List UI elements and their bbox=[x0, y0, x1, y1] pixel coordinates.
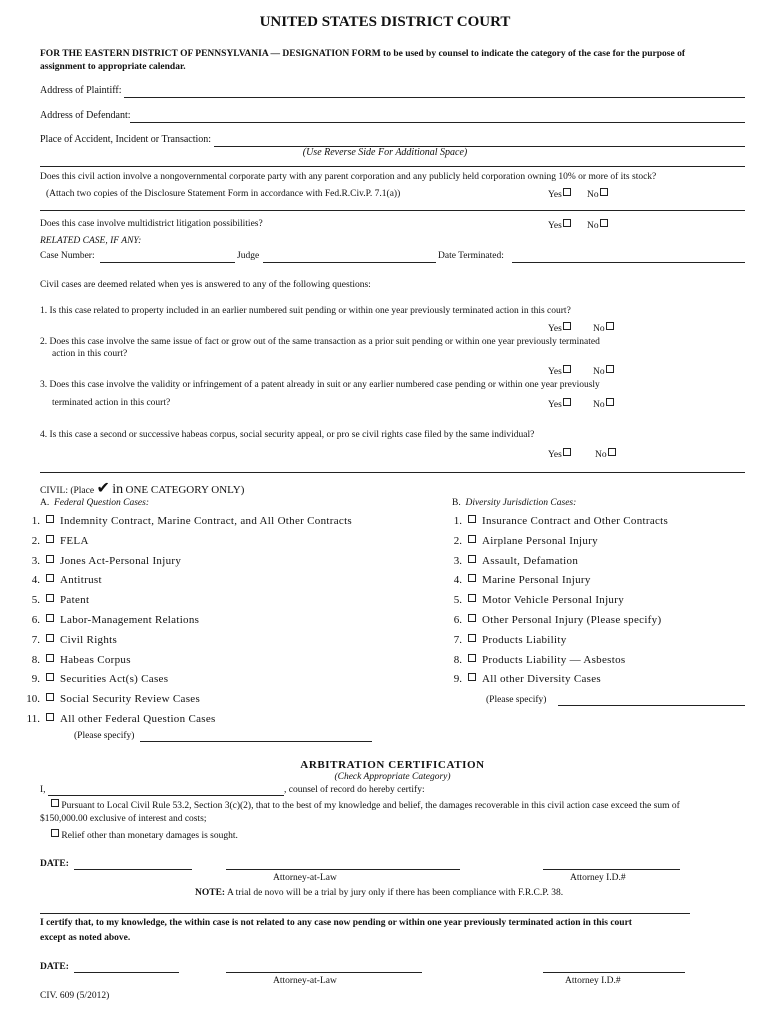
federal-category-11[interactable] bbox=[20, 713, 216, 725]
arbitration-date-line[interactable] bbox=[74, 869, 192, 870]
category-label: Products Liability — Asbestos bbox=[482, 653, 626, 666]
plaintiff-address-line bbox=[124, 97, 745, 98]
category-number: 6. bbox=[31, 614, 40, 626]
divider bbox=[40, 210, 745, 211]
yes-label: Yes bbox=[548, 324, 562, 334]
arbitration-attorney-label: Attorney-at-Law bbox=[273, 873, 337, 883]
q3-yes-option[interactable] bbox=[548, 398, 571, 410]
federal-please-specify: (Please specify) bbox=[74, 731, 135, 741]
federal-category-10[interactable] bbox=[20, 693, 200, 705]
related-question-1: 1. Is this case related to property included in an earlier numbered suit pending or within one year previously terminated action in this court? bbox=[40, 306, 571, 316]
corporate-party-question: Does this civil action involve a nongovernmental corporate party with any parent corporation and any publicly held corporation owning 10% or more of its stock? bbox=[40, 172, 657, 182]
q2-no-option[interactable] bbox=[593, 365, 614, 377]
diversity-heading bbox=[452, 498, 576, 508]
checkbox-icon[interactable] bbox=[51, 799, 59, 807]
diversity-category-6[interactable] bbox=[442, 614, 661, 626]
divider bbox=[40, 166, 745, 167]
federal-category-1[interactable] bbox=[20, 515, 352, 527]
checkbox-icon[interactable] bbox=[46, 574, 54, 582]
option1-text: Pursuant to Local Civil Rule 53.2, Section 3(c)(2), that to the best of my knowledge and belief, the damages recoverable in this civil action case exceed the sum of bbox=[61, 801, 680, 811]
checkbox-icon[interactable] bbox=[468, 515, 476, 523]
category-number: 11. bbox=[26, 713, 40, 725]
category-label: Insurance Contract and Other Contracts bbox=[482, 515, 669, 527]
category-number: 8. bbox=[453, 653, 462, 666]
category-label: Jones Act-Personal Injury bbox=[60, 554, 182, 567]
counsel-name-line[interactable] bbox=[48, 795, 284, 796]
arbitration-option-1[interactable] bbox=[50, 799, 680, 811]
category-label: FELA bbox=[60, 534, 89, 547]
reverse-side-note: (Use Reverse Side For Additional Space) bbox=[302, 147, 468, 158]
federal-category-3[interactable] bbox=[20, 555, 181, 567]
category-label: All other Diversity Cases bbox=[482, 673, 602, 686]
place-of-accident-field[interactable] bbox=[214, 134, 745, 146]
judge-line[interactable] bbox=[263, 262, 436, 263]
federal-category-5[interactable] bbox=[20, 594, 89, 606]
federal-category-7[interactable] bbox=[20, 634, 117, 646]
category-number: 4. bbox=[31, 574, 40, 587]
diversity-category-8[interactable] bbox=[442, 654, 625, 666]
federal-category-6[interactable] bbox=[20, 614, 199, 626]
category-label: Labor-Management Relations bbox=[60, 614, 200, 626]
checkbox-icon[interactable] bbox=[46, 634, 54, 642]
certify-attorney-id-line[interactable] bbox=[543, 972, 685, 973]
certify-attorney-label: Attorney-at-Law bbox=[273, 976, 337, 986]
case-number-line[interactable] bbox=[100, 262, 235, 263]
yes-label: Yes bbox=[548, 450, 562, 460]
category-number: 3. bbox=[31, 554, 40, 567]
category-number: 8. bbox=[31, 653, 40, 666]
federal-category-2[interactable] bbox=[20, 535, 89, 547]
category-label: All other Federal Question Cases bbox=[60, 713, 216, 725]
federal-specify-line[interactable] bbox=[140, 741, 372, 742]
defendant-address-field[interactable] bbox=[130, 110, 745, 122]
certify-attorney-line[interactable] bbox=[226, 972, 422, 973]
corporate-yes-option[interactable] bbox=[548, 188, 571, 200]
checkbox-icon[interactable] bbox=[46, 654, 54, 662]
checkbox-icon[interactable] bbox=[46, 713, 54, 721]
category-label: Antitrust bbox=[60, 574, 102, 587]
trial-de-novo-note bbox=[195, 888, 563, 898]
no-label: No bbox=[593, 367, 605, 377]
q4-yes-option[interactable] bbox=[548, 448, 571, 460]
plaintiff-address-label: Address of Plaintiff: bbox=[40, 85, 122, 96]
category-number: 2. bbox=[31, 534, 40, 547]
category-label: Indemnity Contract, Marine Contract, and All Other Contracts bbox=[60, 515, 353, 527]
judge-label: Judge bbox=[237, 251, 260, 261]
divider bbox=[40, 913, 690, 914]
federal-category-9[interactable] bbox=[20, 673, 168, 685]
checkbox-icon[interactable] bbox=[468, 654, 476, 662]
related-question-4: 4. Is this case a second or successive habeas corpus, social security appeal, or pro se civil rights case filed by the same individual? bbox=[40, 430, 535, 440]
related-question-2-line1: 2. Does this case involve the same issue of fact or grow out of the same transaction as a prior suit pending or within one year previously terminated bbox=[40, 337, 600, 347]
checkbox-icon[interactable] bbox=[468, 673, 476, 681]
category-number: 5. bbox=[31, 594, 40, 607]
no-label: No bbox=[587, 221, 599, 231]
disclosure-statement-note: (Attach two copies of the Disclosure Statement Form in accordance with Fed.R.Civ.P. 7.1(a)) bbox=[46, 189, 401, 199]
checkbox-icon[interactable] bbox=[468, 634, 476, 642]
q4-no-option[interactable] bbox=[595, 448, 616, 460]
category-label: Motor Vehicle Personal Injury bbox=[482, 594, 624, 607]
checkbox-icon[interactable] bbox=[46, 693, 54, 701]
category-number: 10. bbox=[26, 693, 40, 706]
certify-statement-line2: except as noted above. bbox=[40, 933, 131, 943]
counsel-i-label: I, bbox=[40, 785, 46, 795]
checkbox-icon[interactable] bbox=[46, 535, 54, 543]
checkbox-icon[interactable] bbox=[563, 448, 571, 456]
category-label: Other Personal Injury (Please specify) bbox=[482, 614, 662, 626]
diversity-category-1[interactable] bbox=[442, 515, 668, 527]
q2-yes-option[interactable] bbox=[548, 365, 571, 377]
civil-heading bbox=[40, 478, 244, 498]
certify-date-line[interactable] bbox=[74, 972, 179, 973]
category-label: Civil Rights bbox=[60, 633, 118, 646]
related-case-heading: RELATED CASE, IF ANY: bbox=[40, 236, 142, 246]
diversity-letter: B. bbox=[452, 498, 461, 508]
diversity-please-specify: (Please specify) bbox=[486, 695, 547, 705]
checkbox-icon[interactable] bbox=[46, 614, 54, 622]
certify-attorney-id-label: Attorney I.D.# bbox=[565, 976, 621, 986]
related-question-2-line2: action in this court? bbox=[52, 349, 128, 359]
checkbox-icon[interactable] bbox=[563, 322, 571, 330]
date-terminated-line[interactable] bbox=[512, 262, 745, 263]
related-question-3-line1: 3. Does this case involve the validity or infringement of a patent already in suit or any earlier numbered case pending or within one year previously bbox=[40, 380, 600, 390]
defendant-address-label: Address of Defendant: bbox=[40, 110, 131, 121]
category-number: 3. bbox=[453, 554, 462, 567]
checkbox-icon[interactable] bbox=[46, 673, 54, 681]
checkbox-icon[interactable] bbox=[563, 219, 571, 227]
date-terminated-label: Date Terminated: bbox=[438, 251, 504, 261]
civil-heading-in: in bbox=[112, 482, 124, 497]
divider bbox=[40, 472, 745, 473]
category-label: Social Security Review Cases bbox=[60, 693, 201, 706]
multidistrict-question: Does this case involve multidistrict litigation possibilities? bbox=[40, 219, 263, 229]
category-number: 1. bbox=[31, 515, 40, 527]
category-label: Assault, Defamation bbox=[482, 554, 579, 567]
yes-label: Yes bbox=[548, 221, 562, 231]
arbitration-title: ARBITRATION CERTIFICATION bbox=[300, 759, 485, 771]
category-label: Marine Personal Injury bbox=[482, 574, 591, 587]
civil-heading-suffix: ONE CATEGORY ONLY) bbox=[125, 484, 245, 496]
no-label: No bbox=[587, 190, 599, 200]
category-number: 2. bbox=[453, 534, 462, 547]
category-number: 7. bbox=[453, 633, 462, 646]
category-label: Products Liability bbox=[482, 633, 567, 646]
no-label: No bbox=[595, 450, 607, 460]
diversity-specify-line[interactable] bbox=[558, 705, 745, 706]
federal-category-4[interactable] bbox=[20, 574, 102, 586]
form-subtitle-line2: assignment to appropriate calendar. bbox=[40, 62, 186, 72]
federal-letter: A. bbox=[40, 498, 50, 508]
checkbox-icon[interactable] bbox=[46, 555, 54, 563]
category-number: 6. bbox=[453, 614, 462, 626]
related-question-3-line2: terminated action in this court? bbox=[52, 398, 171, 408]
category-number: 1. bbox=[453, 515, 462, 527]
q1-no-option[interactable] bbox=[593, 322, 614, 334]
category-number: 5. bbox=[453, 594, 462, 607]
category-label: Airplane Personal Injury bbox=[482, 534, 598, 547]
yes-label: Yes bbox=[548, 190, 562, 200]
checkbox-icon[interactable] bbox=[468, 555, 476, 563]
checkbox-icon[interactable] bbox=[468, 594, 476, 602]
certify-date-label: DATE: bbox=[40, 962, 69, 972]
arbitration-option-1-line2: $150,000.00 exclusive of interest and costs; bbox=[40, 814, 207, 824]
checkbox-icon[interactable] bbox=[468, 574, 476, 582]
counsel-certify-text: , counsel of record do hereby certify: bbox=[284, 785, 425, 795]
multidistrict-yes-option[interactable] bbox=[548, 219, 571, 231]
diversity-category-4[interactable] bbox=[442, 574, 591, 586]
arbitration-subtitle: (Check Appropriate Category) bbox=[334, 772, 451, 782]
multidistrict-no-option[interactable] bbox=[587, 219, 608, 231]
checkbox-icon[interactable] bbox=[563, 398, 571, 406]
checkbox-icon[interactable] bbox=[606, 365, 614, 373]
form-number: CIV. 609 (5/2012) bbox=[40, 991, 110, 1001]
federal-category-8[interactable] bbox=[20, 654, 131, 666]
corporate-no-option[interactable] bbox=[587, 188, 608, 200]
q1-yes-option[interactable] bbox=[548, 322, 571, 334]
federal-title: Federal Question Cases: bbox=[54, 498, 149, 508]
federal-question-heading bbox=[40, 498, 149, 508]
form-subtitle-line1: FOR THE EASTERN DISTRICT OF PENNSYLVANIA — DESIGNATION FORM to be used by counsel to indicate the category of the case for the purpose of bbox=[40, 49, 685, 59]
checkbox-icon[interactable] bbox=[468, 535, 476, 543]
defendant-address-line bbox=[130, 122, 745, 123]
arbitration-date-label: DATE: bbox=[40, 859, 69, 869]
yes-label: Yes bbox=[548, 367, 562, 377]
checkbox-icon[interactable] bbox=[563, 365, 571, 373]
arbitration-attorney-line[interactable] bbox=[226, 869, 460, 870]
checkbox-icon[interactable] bbox=[606, 398, 614, 406]
category-number: 9. bbox=[31, 673, 40, 686]
note-bold: NOTE: bbox=[195, 888, 226, 898]
check-mark-icon: ✔ bbox=[96, 480, 110, 497]
no-label: No bbox=[593, 400, 605, 410]
arbitration-attorney-id-line[interactable] bbox=[543, 869, 680, 870]
category-number: 4. bbox=[453, 574, 462, 587]
diversity-category-2[interactable] bbox=[442, 535, 598, 547]
checkbox-icon[interactable] bbox=[51, 829, 59, 837]
yes-label: Yes bbox=[548, 400, 562, 410]
checkbox-icon[interactable] bbox=[608, 448, 616, 456]
note-text: A trial de novo will be a trial by jury only if there has been compliance with F.R.C.P. 38. bbox=[226, 888, 564, 898]
checkbox-icon[interactable] bbox=[563, 188, 571, 196]
category-number: 7. bbox=[31, 633, 40, 646]
checkbox-icon[interactable] bbox=[468, 614, 476, 622]
certify-statement-line1: I certify that, to my knowledge, the within case is not related to any case now pending or within one year previously terminated action in this court bbox=[40, 918, 632, 928]
category-label: Securities Act(s) Cases bbox=[60, 673, 169, 686]
related-intro: Civil cases are deemed related when yes is answered to any of the following questions: bbox=[40, 280, 371, 290]
case-number-label: Case Number: bbox=[40, 251, 95, 261]
checkbox-icon[interactable] bbox=[600, 188, 608, 196]
place-of-accident-label: Place of Accident, Incident or Transaction: bbox=[40, 134, 212, 145]
arbitration-option-2[interactable] bbox=[50, 829, 238, 841]
category-number: 9. bbox=[453, 673, 462, 686]
category-label: Habeas Corpus bbox=[60, 653, 131, 666]
diversity-category-5[interactable] bbox=[442, 594, 624, 606]
checkbox-icon[interactable] bbox=[606, 322, 614, 330]
category-label: Patent bbox=[60, 594, 90, 607]
diversity-title: Diversity Jurisdiction Cases: bbox=[465, 498, 577, 508]
q3-no-option[interactable] bbox=[593, 398, 614, 410]
civil-heading-prefix: CIVIL: (Place bbox=[40, 486, 95, 496]
checkbox-icon[interactable] bbox=[46, 515, 54, 523]
arbitration-attorney-id-label: Attorney I.D.# bbox=[570, 873, 626, 883]
no-label: No bbox=[593, 324, 605, 334]
plaintiff-address-field[interactable] bbox=[124, 85, 745, 97]
diversity-category-3[interactable] bbox=[442, 555, 578, 567]
checkbox-icon[interactable] bbox=[600, 219, 608, 227]
diversity-category-9[interactable] bbox=[442, 673, 601, 685]
form-title: UNITED STATES DISTRICT COURT bbox=[259, 14, 511, 30]
diversity-category-7[interactable] bbox=[442, 634, 567, 646]
option2-text: Relief other than monetary damages is sought. bbox=[61, 831, 238, 841]
checkbox-icon[interactable] bbox=[46, 594, 54, 602]
